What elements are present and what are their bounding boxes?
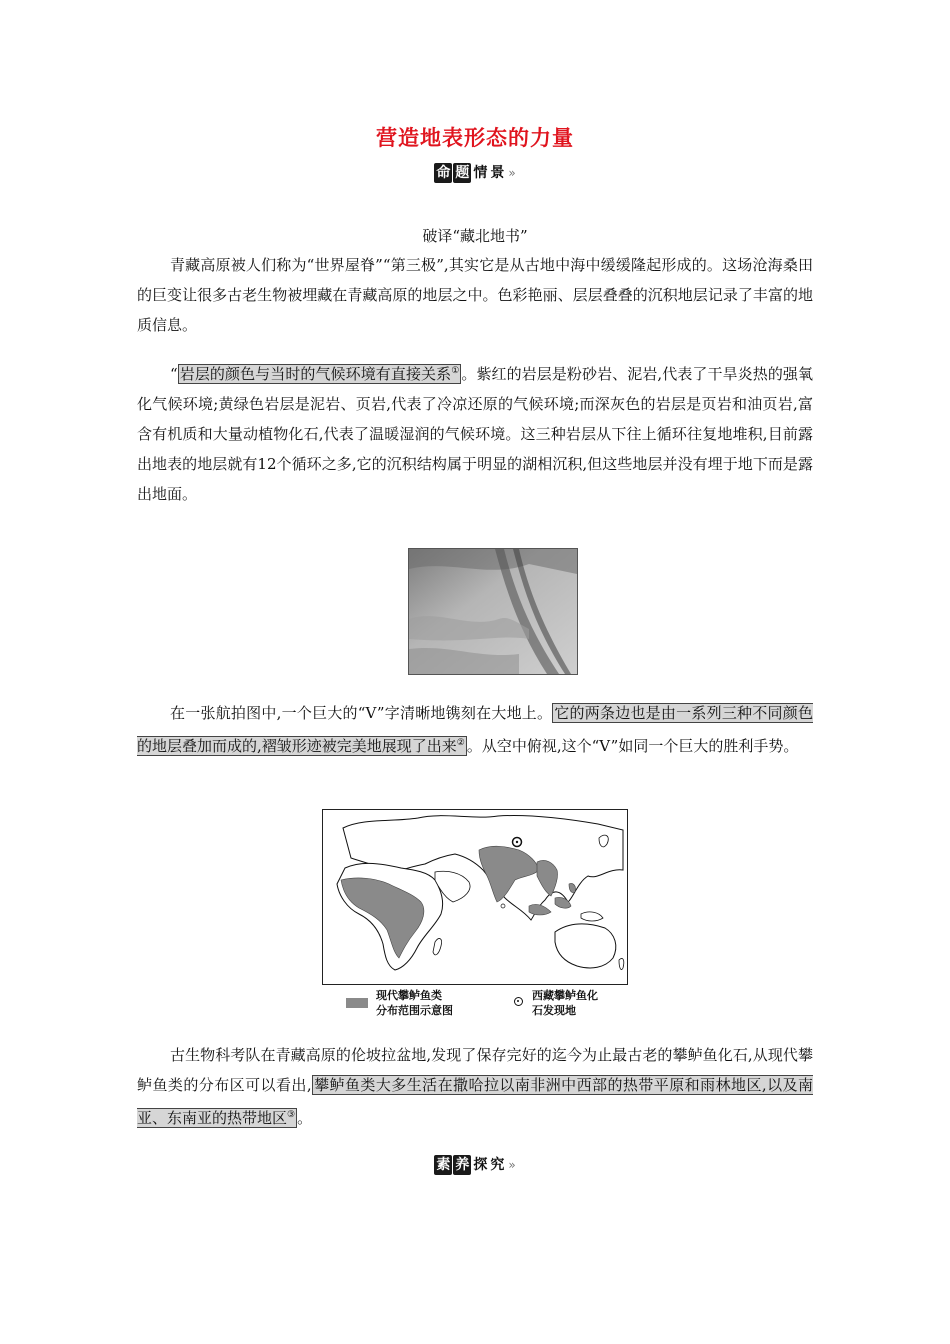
legend-label-modern xyxy=(376,988,453,1018)
legend-text: 现代攀鲈鱼类 xyxy=(376,989,442,1002)
paragraph-intro xyxy=(137,250,813,340)
highlight-text: 岩层的颜色与当时的气候环境有直接关系 xyxy=(179,365,452,383)
paragraph-text: 在一张航拍图中,一个巨大的“V”字清晰地镌刻在大地上。 xyxy=(170,704,553,722)
double-chevron-icon: » xyxy=(508,1158,516,1172)
footnote-mark: ③ xyxy=(287,1110,296,1120)
footnote-mark: ① xyxy=(451,366,460,376)
open-quote: “ xyxy=(170,365,178,383)
paragraph-rock-colors xyxy=(137,356,813,509)
paragraph-text: 古生物科考队在青藏高原的伦坡拉盆地,发现了保存完好的迄今为止最古老的攀鲈鱼化石,从现代攀鲈鱼类的分布区可以看出, xyxy=(137,1046,813,1094)
paragraph-aerial xyxy=(137,698,813,761)
legend-text: 分布范围示意图 xyxy=(376,1004,453,1017)
legend-text: 石发现地 xyxy=(532,1004,576,1017)
explore-badge xyxy=(0,1152,950,1178)
section-subtitle: 破译“藏北地书” xyxy=(422,227,528,245)
badge-char: 养 xyxy=(455,1157,470,1173)
page-title: 营造地表形态的力量 xyxy=(376,126,574,150)
highlight-text: 它的两条边也是由一系列三种不同颜色的地层叠加而成的,褶皱形迹被完美地展现了出来 xyxy=(137,704,813,755)
distribution-map xyxy=(322,809,628,985)
paragraph-text: 。从空中俯视,这个“V”如同一个巨大的胜利手势。 xyxy=(466,737,799,755)
legend-label-fossil xyxy=(532,988,598,1018)
legend-swatch-modern xyxy=(346,998,368,1008)
paragraph-text: 。 xyxy=(297,1109,313,1127)
fossil-site-icon xyxy=(514,997,523,1006)
world-map-image xyxy=(323,810,627,984)
map-legend xyxy=(346,988,636,1020)
paragraph-fossil xyxy=(137,1040,813,1133)
legend-text: 西藏攀鲈鱼化 xyxy=(532,989,598,1002)
highlight-note-1 xyxy=(178,364,462,384)
badge-char: 素 xyxy=(436,1157,451,1173)
aerial-photo xyxy=(408,548,578,675)
scenario-badge xyxy=(0,160,950,186)
footnote-mark: ② xyxy=(456,738,465,748)
aerial-photo-image xyxy=(409,549,577,674)
badge-char: 题 xyxy=(455,165,470,181)
badge-char: 景 xyxy=(490,165,505,181)
paragraph-text: 青藏高原被人们称为“世界屋脊”“第三极”,其实它是从古地中海中缓缓隆起形成的。这场沧海桑田的巨变让很多古老生物被埋藏在青藏高原的地层之中。色彩艳丽、层层叠叠的沉积地层记录了丰富的地质信息。 xyxy=(137,256,813,334)
highlight-text: 攀鲈鱼类大多生活在撒哈拉以南非洲中西部的热带平原和雨林地区,以及南亚、东南亚的热带地区 xyxy=(137,1076,813,1127)
badge-char: 命 xyxy=(436,165,451,181)
paragraph-text: 。紫红的岩层是粉砂岩、泥岩,代表了干旱炎热的强氧化气候环境;黄绿色岩层是泥岩、页岩,代表了冷凉还原的气候环境;而深灰色的岩层是页岩和油页岩,富含有机质和大量动植物化石,代表了温暖湿润的气候环境。这三种岩层从下往上循环往复地堆积,目前露出地表的地层就有12个循环之多,它的沉积结构属于明显的湖相沉积,但这些地层并没有埋于地下而是露出地面。 xyxy=(137,365,813,503)
double-chevron-icon: » xyxy=(508,166,516,180)
badge-char: 探 xyxy=(473,1157,488,1173)
badge-char: 情 xyxy=(473,165,488,181)
badge-char: 究 xyxy=(490,1157,505,1173)
